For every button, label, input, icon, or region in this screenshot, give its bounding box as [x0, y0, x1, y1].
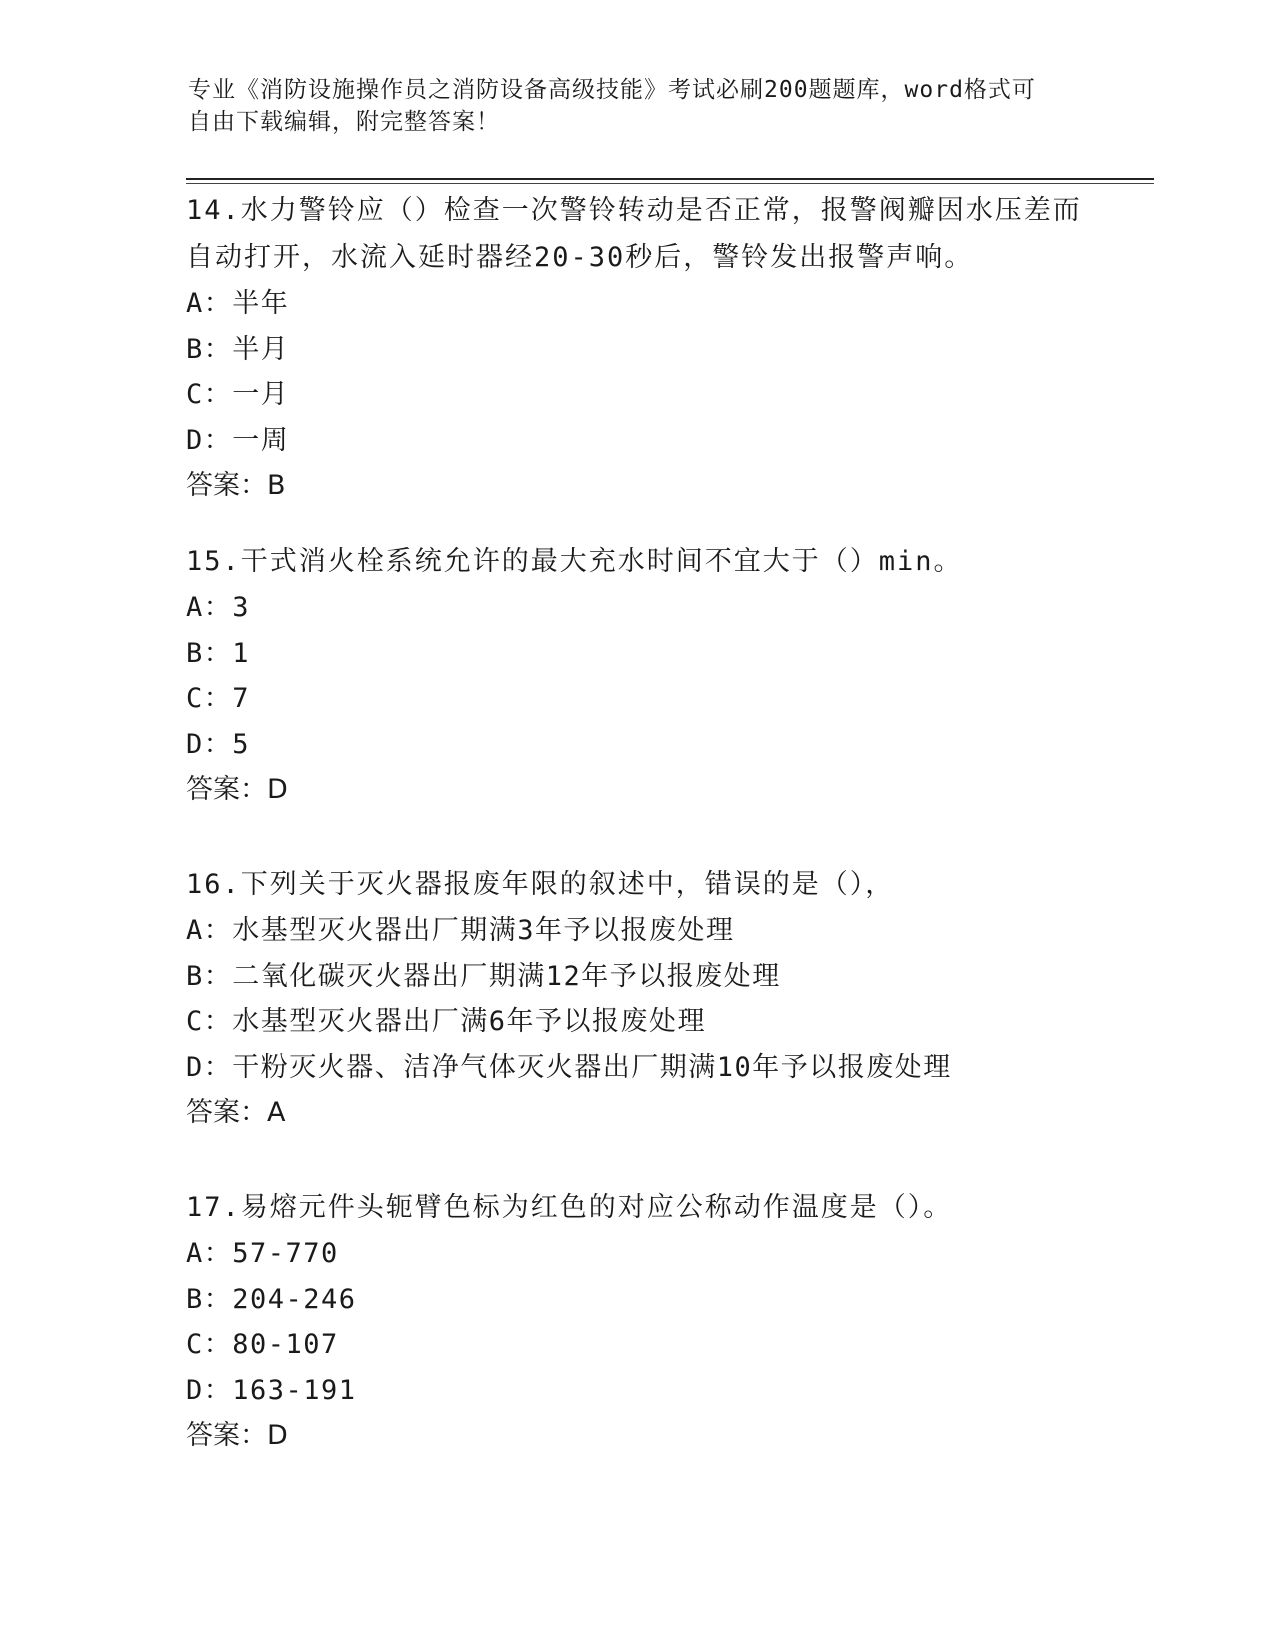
header-line-1: 专业《消防设施操作员之消防设备高级技能》考试必刷200题题库，word格式可: [188, 77, 1036, 103]
question-text: [186, 861, 1086, 908]
question-17: [186, 1184, 1086, 1459]
question-text-line: 自动打开，水流入延时器经20-30秒后，警铃发出报警声响。: [186, 242, 974, 273]
question-text: [186, 538, 1086, 585]
answer: 答案：D: [186, 774, 288, 805]
question-text: [186, 187, 1086, 281]
option-b: B：1: [186, 637, 251, 669]
option-a: A：57-770: [186, 1238, 339, 1269]
answer: 答案：D: [186, 1420, 288, 1451]
option-b: B：半月: [186, 333, 290, 365]
question-text-line: 15.干式消火栓系统允许的最大充水时间不宜大于（）min。: [186, 546, 963, 577]
option-a: A：3: [186, 592, 251, 623]
answer: 答案：B: [186, 470, 286, 501]
option-c: C：7: [186, 683, 251, 714]
question-text: [186, 1184, 1086, 1231]
option-d: D：一周: [186, 424, 290, 456]
option-b: B：204-246: [186, 1283, 357, 1315]
question-text-line: 17.易熔元件头轭臂色标为红色的对应公称动作温度是（）。: [186, 1192, 953, 1223]
header-divider-thin: [186, 183, 1154, 184]
question-15: [186, 538, 1086, 813]
option-a: A：半年: [186, 288, 290, 319]
option-c: C：一月: [186, 379, 290, 410]
question-text-line: 14.水力警铃应（）检查一次警铃转动是否正常，报警阀瓣因水压差而: [186, 195, 1082, 226]
option-d: D：干粉灭火器、洁净气体灭火器出厂期满10年予以报废处理: [186, 1051, 952, 1083]
option-a: A：水基型灭火器出厂期满3年予以报废处理: [186, 915, 735, 946]
option-c: C：水基型灭火器出厂满6年予以报废处理: [186, 1006, 707, 1037]
option-b: B：二氧化碳灭火器出厂期满12年予以报废处理: [186, 960, 781, 992]
question-text-line: 16.下列关于灭火器报废年限的叙述中，错误的是（），: [186, 869, 895, 900]
answer: 答案：A: [186, 1097, 286, 1128]
option-d: D：163-191: [186, 1374, 357, 1406]
header-line-2: 自由下载编辑，附完整答案！: [188, 109, 500, 135]
question-16: [186, 861, 1086, 1136]
header-divider-thick: [186, 178, 1154, 180]
option-d: D：5: [186, 728, 251, 760]
question-14: [186, 187, 1086, 509]
option-c: C：80-107: [186, 1329, 339, 1360]
document-header: [188, 74, 1068, 138]
